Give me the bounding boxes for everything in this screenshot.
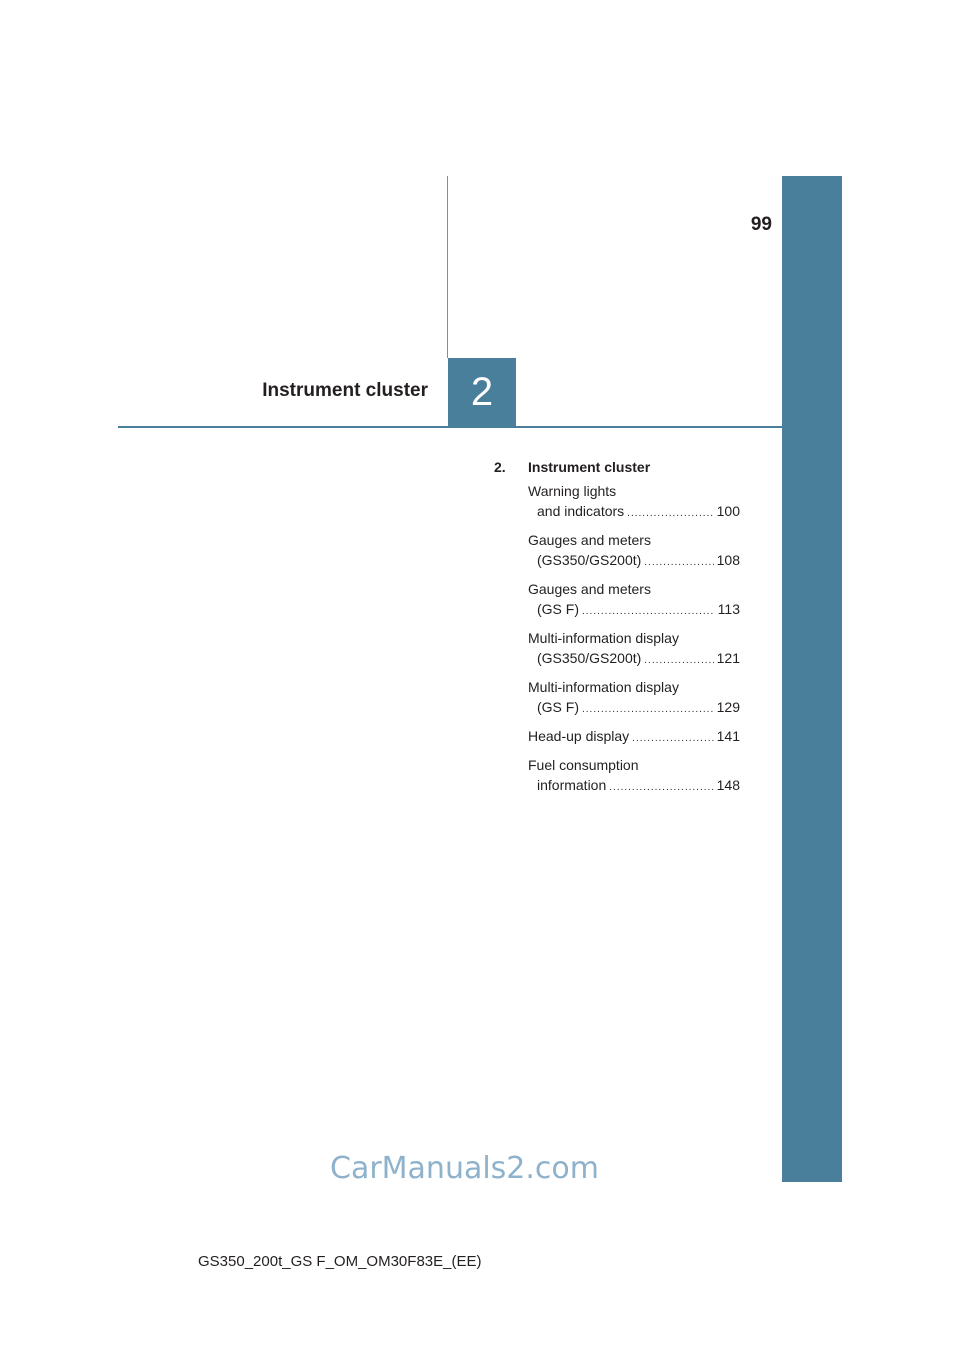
toc-entry[interactable] — [528, 628, 740, 671]
toc-entry-page: 100 — [716, 503, 740, 519]
toc-entry-page: 129 — [716, 699, 740, 715]
chapter-title: Instrument cluster — [262, 380, 428, 401]
toc-entry[interactable] — [528, 755, 740, 798]
toc-entry[interactable] — [528, 677, 740, 720]
toc-entry[interactable] — [528, 481, 740, 524]
chapter-side-tab — [782, 176, 842, 1182]
toc-section-number: 2. — [494, 459, 506, 475]
dot-leader — [632, 729, 713, 749]
watermark: CarManuals2.com — [330, 1151, 600, 1186]
table-of-contents — [494, 459, 740, 804]
dot-leader — [609, 778, 713, 798]
dot-leader — [644, 651, 713, 671]
toc-entry-title: Gauges and meters — [528, 532, 651, 548]
toc-section-title: Instrument cluster — [528, 459, 651, 475]
toc-entry[interactable] — [528, 530, 740, 573]
dot-leader — [582, 602, 715, 622]
toc-entry-subtitle: (GS350/GS200t) — [537, 650, 642, 666]
toc-entry-subtitle: (GS350/GS200t) — [537, 552, 642, 568]
toc-entry-subtitle: information — [537, 777, 607, 793]
toc-entry-subtitle: and indicators — [537, 503, 625, 519]
toc-entry-page: 141 — [716, 728, 740, 744]
toc-entry[interactable] — [528, 579, 740, 622]
toc-entry-page: 121 — [716, 650, 740, 666]
footer-code: GS350_200t_GS F_OM_OM30F83E_(EE) — [198, 1253, 482, 1270]
page-number: 99 — [750, 214, 772, 235]
toc-entry-page: 108 — [716, 552, 740, 568]
toc-entry-title: Multi-information display — [528, 630, 679, 646]
toc-entry-page: 148 — [716, 777, 740, 793]
toc-entry-title: Head-up display — [528, 728, 630, 744]
toc-entry-title: Warning lights — [528, 483, 617, 499]
toc-entry-title: Fuel consumption — [528, 757, 639, 773]
dot-leader — [644, 553, 713, 573]
toc-section-heading — [494, 459, 740, 475]
toc-entry-title: Gauges and meters — [528, 581, 651, 597]
dot-leader — [627, 504, 713, 524]
toc-entry-subtitle: (GS F) — [537, 699, 579, 715]
vertical-divider — [447, 176, 448, 358]
dot-leader — [582, 700, 714, 720]
toc-entry-subtitle: (GS F) — [537, 601, 579, 617]
toc-entry-page: 113 — [717, 601, 740, 617]
toc-entry-title: Multi-information display — [528, 679, 679, 695]
toc-entry[interactable] — [528, 726, 740, 749]
chapter-number-box: 2 — [448, 358, 516, 427]
